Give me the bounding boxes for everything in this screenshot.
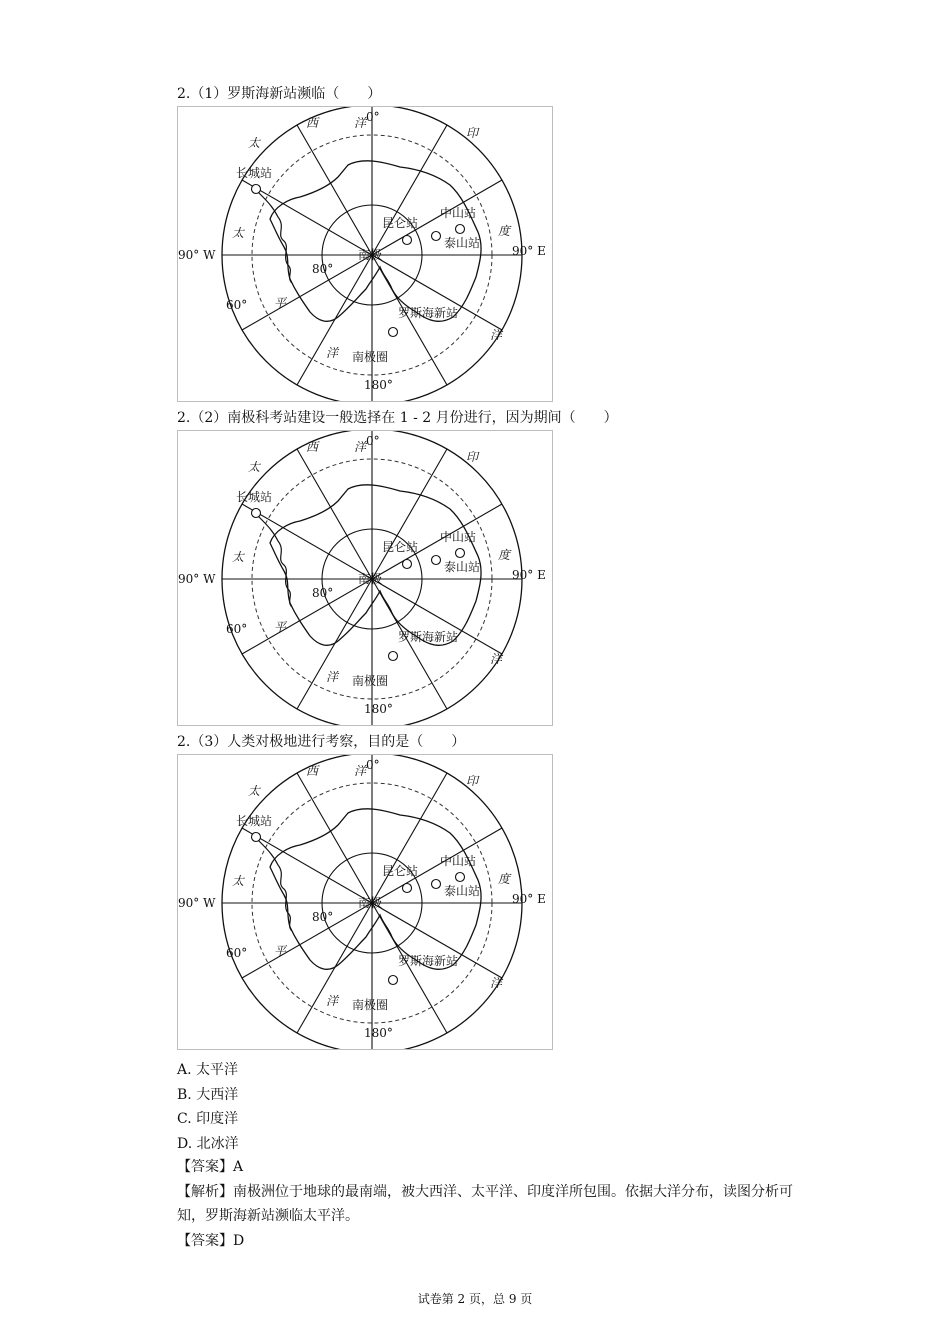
lat-80-label: 80° [312, 586, 334, 600]
antarctica-map-2 [177, 430, 553, 726]
answer-2: 【答案】D [177, 1232, 245, 1249]
changcheng-station-label: 长城站 [236, 166, 273, 180]
lon-180-label: 180° [364, 702, 393, 716]
ocean-label-xi: 西 [306, 116, 319, 130]
answer-analysis [177, 1155, 817, 1253]
analysis-text: 【解析】南极洲位于地球的最南端，被大西洋、太平洋、印度洋所包围。依据大洋分布，读图分析可知，罗斯海新站濒临太平洋。 [177, 1183, 793, 1224]
option-a: A. 太平洋 [177, 1062, 239, 1078]
south-pole-label: 南极 [358, 896, 383, 910]
page-footer: 试卷第 2 页，总 9 页 [417, 1292, 533, 1306]
answer-1: 【答案】A [177, 1159, 244, 1175]
rossnew-station-label: 罗斯海新站 [398, 306, 459, 320]
question-2-2-title: 2.（2）南极科考站建设一般选择在 1 - 2 月份进行，因为期间（ ） [177, 410, 618, 426]
india-ocean-label-1: 印 [466, 774, 479, 788]
question-2-1-title: 2.（1）罗斯海新站濒临（ ） [177, 86, 382, 102]
india-ocean-label-2: 度 [498, 224, 511, 238]
changcheng-station-marker [252, 833, 261, 842]
taishan-station-label: 泰山站 [444, 884, 481, 898]
rossnew-station-label: 罗斯海新站 [398, 630, 459, 644]
antarctic-circle-label: 南极圈 [352, 674, 389, 688]
zhongshan-station-label: 中山站 [440, 854, 477, 868]
pacific-label-3: 洋 [326, 670, 339, 684]
kunlun-station-label: 昆仑站 [382, 540, 419, 554]
antarctica-map-3 [177, 754, 553, 1050]
antarctic-circle-label: 南极圈 [352, 350, 389, 364]
ocean-label-yang-top: 洋 [354, 764, 367, 778]
question-2-3-title: 2.（3）人类对极地进行考察，目的是（ ） [177, 734, 466, 750]
india-ocean-label-1: 印 [466, 450, 479, 464]
lat-0-label: 0° [366, 434, 380, 448]
answer-options [177, 1058, 239, 1156]
ocean-label-xi: 西 [306, 440, 319, 454]
taishan-station-marker [432, 232, 441, 241]
antarctica-map-1 [177, 106, 553, 402]
pacific-label-2: 平 [274, 296, 287, 310]
rossnew-station-marker [389, 328, 398, 337]
pacific-label-1: 太 [232, 226, 245, 240]
taishan-station-label: 泰山站 [444, 560, 481, 574]
india-ocean-label-3: 洋 [490, 328, 503, 342]
zhongshan-station-label: 中山站 [440, 530, 477, 544]
pacific-label-3: 洋 [326, 346, 339, 360]
pacific-label-3: 洋 [326, 994, 339, 1008]
lat-80-label: 80° [312, 910, 334, 924]
option-c: C. 印度洋 [177, 1111, 239, 1127]
lat-80-label: 80° [312, 262, 334, 276]
option-d: D. 北冰洋 [177, 1135, 239, 1152]
kunlun-station-label: 昆仑站 [382, 864, 419, 878]
ocean-label-xi: 西 [306, 764, 319, 778]
lat-0-label: 0° [366, 758, 380, 772]
lon-90w-label: 90° W [178, 572, 216, 586]
india-ocean-label-2: 度 [498, 872, 511, 886]
india-ocean-label-1: 印 [466, 126, 479, 140]
kunlun-station-marker [403, 236, 412, 245]
pacific-label-1: 太 [232, 874, 245, 888]
ocean-label-tai-top: 太 [248, 784, 261, 798]
lon-90e-label: 90° E [512, 568, 546, 582]
lat-0-label: 0° [366, 110, 380, 124]
south-pole-label: 南极 [358, 572, 383, 586]
lat-60-label: 60° [226, 946, 248, 960]
lon-180-label: 180° [364, 378, 393, 392]
ocean-label-yang-top: 洋 [354, 440, 367, 454]
pacific-label-2: 平 [274, 944, 287, 958]
kunlun-station-marker [403, 884, 412, 893]
south-pole-label: 南极 [358, 248, 383, 262]
option-b: B. 大西洋 [177, 1086, 239, 1103]
kunlun-station-marker [403, 560, 412, 569]
lat-60-label: 60° [226, 298, 248, 312]
lon-90e-label: 90° E [512, 892, 546, 906]
lon-90e-label: 90° E [512, 244, 546, 258]
zhongshan-station-marker [456, 549, 465, 558]
ocean-label-yang-top: 洋 [354, 116, 367, 130]
zhongshan-station-marker [456, 873, 465, 882]
zhongshan-station-marker [456, 225, 465, 234]
lon-90w-label: 90° W [178, 248, 216, 262]
pacific-label-2: 平 [274, 620, 287, 634]
lat-60-label: 60° [226, 622, 248, 636]
lon-180-label: 180° [364, 1026, 393, 1040]
ocean-label-tai-top: 太 [248, 136, 261, 150]
changcheng-station-label: 长城站 [236, 490, 273, 504]
rossnew-station-marker [389, 652, 398, 661]
india-ocean-label-3: 洋 [490, 976, 503, 990]
taishan-station-marker [432, 556, 441, 565]
changcheng-station-label: 长城站 [236, 814, 273, 828]
lon-90w-label: 90° W [178, 896, 216, 910]
ocean-label-tai-top: 太 [248, 460, 261, 474]
taishan-station-marker [432, 880, 441, 889]
zhongshan-station-label: 中山站 [440, 206, 477, 220]
pacific-label-1: 太 [232, 550, 245, 564]
rossnew-station-label: 罗斯海新站 [398, 954, 459, 968]
india-ocean-label-2: 度 [498, 548, 511, 562]
rossnew-station-marker [389, 976, 398, 985]
antarctic-circle-label: 南极圈 [352, 998, 389, 1012]
taishan-station-label: 泰山站 [444, 236, 481, 250]
changcheng-station-marker [252, 185, 261, 194]
changcheng-station-marker [252, 509, 261, 518]
kunlun-station-label: 昆仑站 [382, 216, 419, 230]
india-ocean-label-3: 洋 [490, 652, 503, 666]
